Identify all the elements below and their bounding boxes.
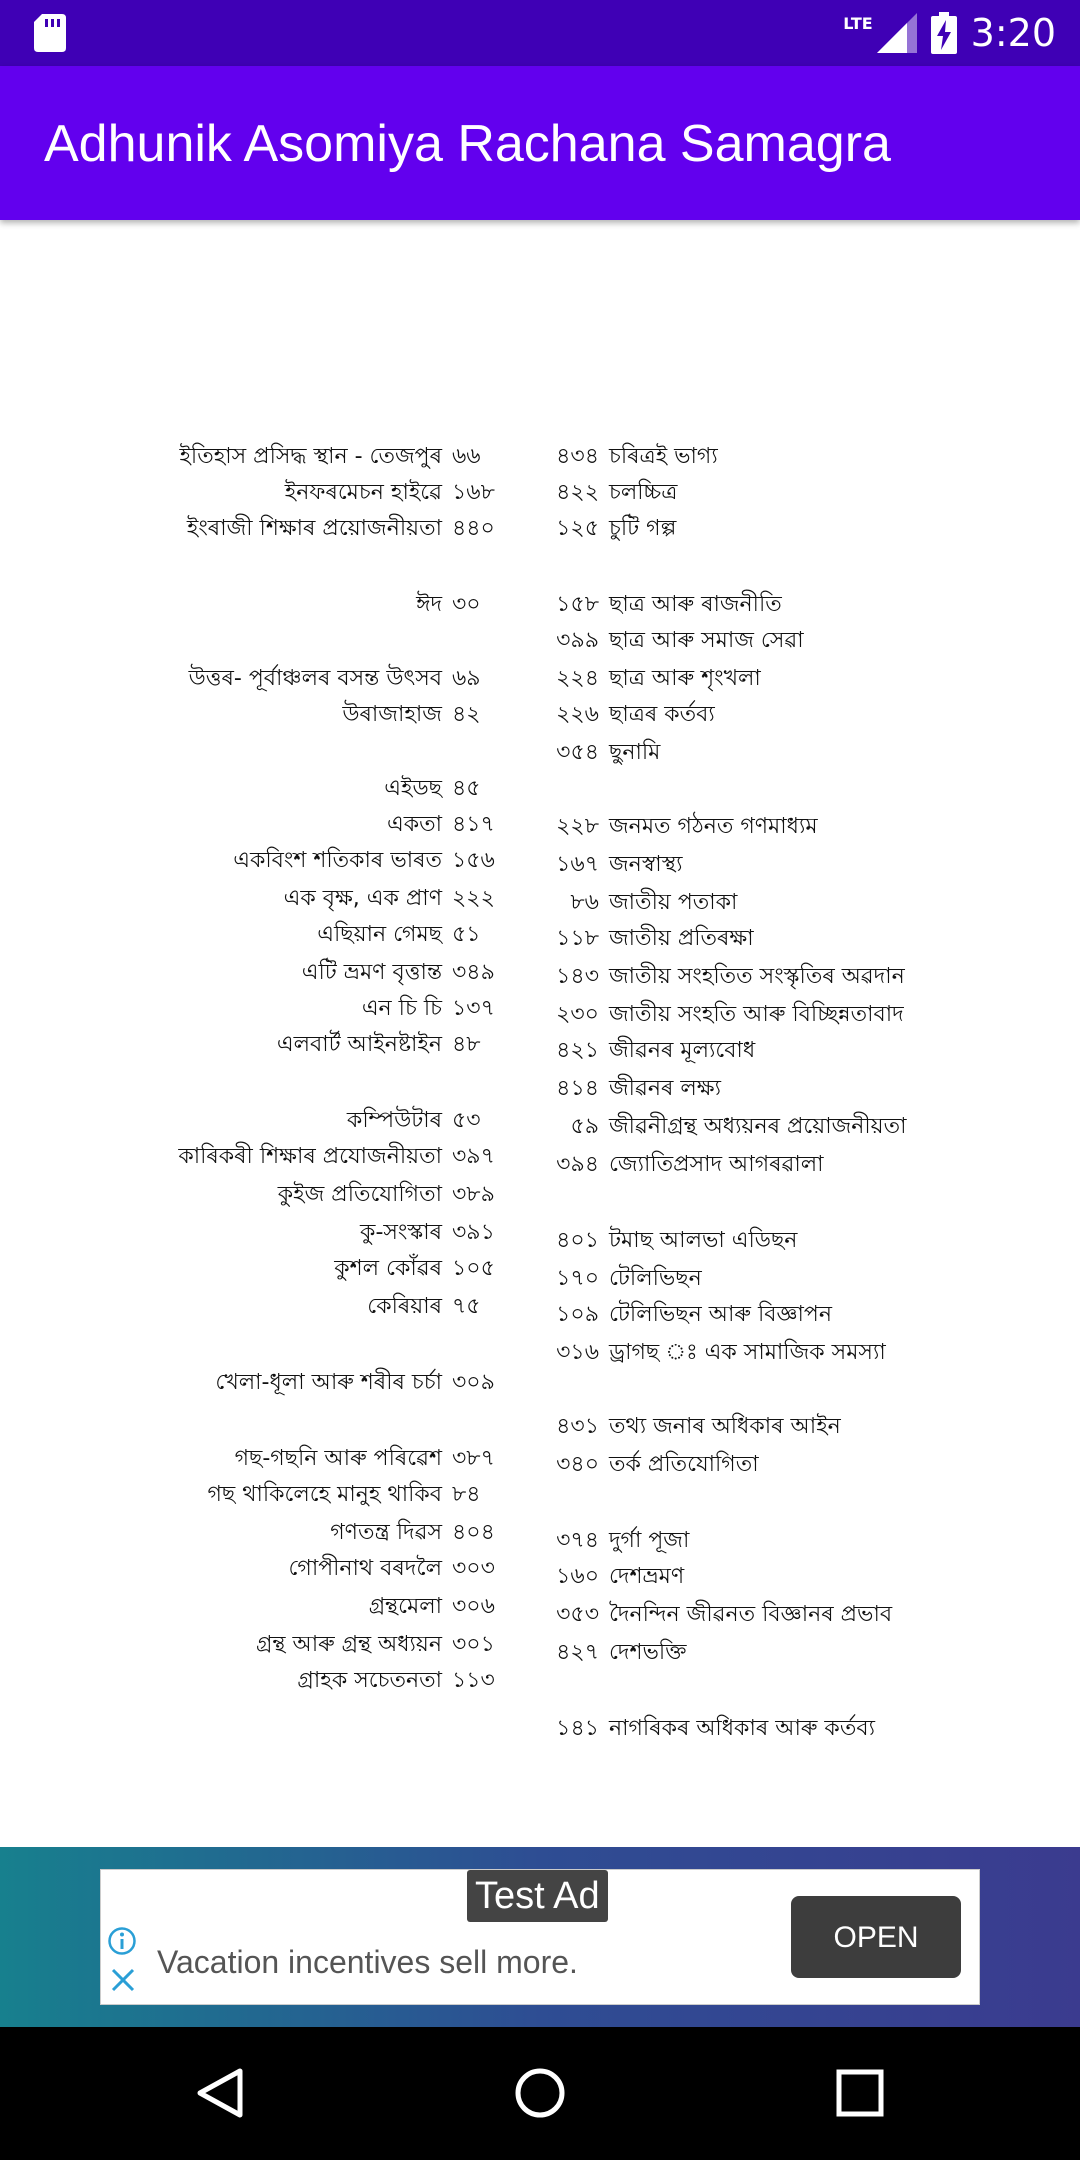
ad-banner-area bbox=[0, 1847, 1080, 2027]
index-entry bbox=[100, 1440, 510, 1478]
index-entry bbox=[100, 1102, 510, 1140]
index-entry-page: ৪৫ bbox=[452, 776, 481, 801]
index-entry bbox=[100, 1364, 510, 1402]
index-entry-page: ৮৪ bbox=[452, 1482, 481, 1507]
index-entry-title: টেলিভিছন আৰু বিজ্ঞাপন bbox=[609, 1302, 833, 1327]
index-entry-title: গণতন্ত্ৰ দিৱস bbox=[330, 1520, 442, 1545]
index-entry bbox=[100, 880, 510, 918]
index-entry-page: ২৩০ bbox=[556, 1002, 599, 1027]
index-entry bbox=[545, 1558, 985, 1596]
index-entry bbox=[545, 996, 985, 1034]
index-entry bbox=[545, 474, 985, 512]
signal-icon bbox=[877, 13, 917, 53]
index-entry-title: নাগৰিকৰ অধিকাৰ আৰু কৰ্তব্য bbox=[609, 1716, 875, 1741]
index-entry-title: চৰিত্ৰই ভাগ্য bbox=[609, 444, 718, 469]
index-entry bbox=[545, 1032, 985, 1070]
index-entry-title: জ্যোতিপ্ৰসাদ আগৰৱালা bbox=[609, 1152, 824, 1177]
index-entry-title: কুশল কোঁৱৰ bbox=[334, 1256, 442, 1281]
index-entry-page: ৩৯৭ bbox=[452, 1144, 495, 1169]
index-entry-title: কেৰিয়াৰ bbox=[367, 1294, 442, 1319]
index-entry bbox=[100, 1176, 510, 1214]
index-entry-title: গ্ৰন্থমেলা bbox=[368, 1594, 442, 1619]
index-entry bbox=[545, 510, 985, 548]
ad-open-button[interactable]: OPEN bbox=[791, 1896, 961, 1978]
index-entry bbox=[100, 1026, 510, 1064]
index-entry-title: জাতীয় পতাকা bbox=[609, 890, 738, 915]
index-entry bbox=[545, 1222, 985, 1260]
index-entry-page: ৩০১ bbox=[452, 1632, 495, 1657]
index-entry bbox=[545, 1522, 985, 1560]
index-entry-page: ৩৮৭ bbox=[452, 1446, 495, 1471]
index-entry-title: কাৰিকৰী শিক্ষাৰ প্ৰযোজনীয়তা bbox=[178, 1144, 442, 1169]
index-entry-page: ৪০৪ bbox=[452, 1520, 495, 1545]
index-entry-page: ৪২১ bbox=[556, 1038, 599, 1063]
index-entry bbox=[545, 884, 985, 922]
index-entry-title: জীৱনীগ্ৰন্থ অধ্যয়নৰ প্ৰয়োজনীয়তা bbox=[609, 1114, 907, 1139]
index-entry-page: ৫৯ bbox=[570, 1114, 599, 1139]
index-entry-title: গ্ৰন্থ আৰু গ্ৰন্থ অধ্যয়ন bbox=[256, 1632, 442, 1657]
index-entry-page: ৩৫৩ bbox=[556, 1602, 599, 1627]
index-entry bbox=[100, 1250, 510, 1288]
index-entry-page: ১৫৬ bbox=[452, 848, 495, 873]
index-entry-page: ১৬৭ bbox=[556, 852, 599, 877]
index-entry-page: ১৪১ bbox=[556, 1716, 599, 1741]
index-entry-title: গ্ৰাহক সচেতনতা bbox=[297, 1668, 442, 1693]
index-entry-title: গছ থাকিলেহে মানুহ থাকিব bbox=[207, 1482, 442, 1507]
index-entry-title: গোপীনাথ বৰদলৈ bbox=[288, 1556, 442, 1581]
index-entry bbox=[545, 1634, 985, 1672]
index-entry bbox=[100, 1138, 510, 1176]
index-entry bbox=[100, 1662, 510, 1700]
index-entry bbox=[545, 1408, 985, 1446]
index-entry-page: ৪৪০ bbox=[452, 516, 495, 541]
index-entry-title: ইনফৰমেচন হাইৱে bbox=[284, 480, 442, 505]
index-entry bbox=[100, 954, 510, 992]
index-entry-title: কুইজ প্ৰতিযোগিতা bbox=[277, 1182, 442, 1207]
index-entry bbox=[545, 1108, 985, 1146]
index-entry-page: ২২২ bbox=[452, 886, 495, 911]
index-entry-title: এক বৃক্ষ, এক প্ৰাণ bbox=[283, 886, 442, 911]
ad-text: Vacation incentives sell more. bbox=[157, 1944, 578, 1980]
clock: 3:20 bbox=[970, 11, 1056, 55]
index-entry bbox=[545, 1260, 985, 1298]
network-type-label: LTE bbox=[843, 13, 873, 33]
index-entry-page: ৪০১ bbox=[556, 1228, 599, 1253]
index-entry bbox=[545, 586, 985, 624]
index-entry-title: দুৰ্গা পূজা bbox=[609, 1528, 690, 1553]
index-entry-title: জাতীয় প্ৰতিৰক্ষা bbox=[609, 926, 754, 951]
index-entry-title: জীৱনৰ লক্ষ্য bbox=[609, 1076, 721, 1101]
index-entry-page: ১৬৮ bbox=[452, 480, 495, 505]
index-entry-title: কু-সংস্কাৰ bbox=[360, 1220, 442, 1245]
index-entry bbox=[100, 510, 510, 548]
index-entry-page: ৪২২ bbox=[556, 480, 599, 505]
index-entry-page: ৪১৪ bbox=[556, 1076, 599, 1101]
index-entry-page: ৩৫৪ bbox=[556, 740, 599, 765]
home-icon[interactable] bbox=[510, 2063, 570, 2123]
index-page bbox=[0, 220, 1080, 1847]
index-entry bbox=[545, 622, 985, 660]
index-entry bbox=[100, 1476, 510, 1514]
index-entry-page: ৩৭৪ bbox=[556, 1528, 599, 1553]
sd-card-icon bbox=[34, 14, 66, 52]
index-entry-title: ঈদ bbox=[416, 592, 442, 617]
index-entry-title: খেলা-ধূলা আৰু শৰীৰ চৰ্চা bbox=[215, 1370, 442, 1395]
index-entry-page: ৫৩ bbox=[452, 1108, 481, 1133]
index-entry-page: ৪২ bbox=[452, 702, 481, 727]
index-entry bbox=[545, 660, 985, 698]
index-entry-title: কম্পিউটাৰ bbox=[346, 1108, 442, 1133]
index-entry bbox=[545, 958, 985, 996]
index-entry bbox=[545, 846, 985, 884]
index-entry bbox=[545, 1596, 985, 1634]
index-entry bbox=[545, 696, 985, 734]
index-entry-page: ২২৮ bbox=[556, 814, 599, 839]
index-entry-title: তৰ্ক প্ৰতিযোগিতা bbox=[609, 1452, 759, 1477]
index-entry-title: জীৱনৰ মূল্যবোধ bbox=[609, 1038, 756, 1063]
index-entry-page: ৪৮ bbox=[452, 1032, 481, 1057]
index-entry-page: ৩০ bbox=[452, 592, 481, 617]
index-entry-page: ৬৬ bbox=[452, 444, 481, 469]
index-entry bbox=[100, 1214, 510, 1252]
index-entry-page: ৮৬ bbox=[570, 890, 599, 915]
index-entry-title: ছাত্ৰ আৰু ৰাজনীতি bbox=[609, 592, 782, 617]
index-entry-title: উৰাজাহাজ bbox=[342, 702, 442, 727]
back-icon[interactable] bbox=[190, 2063, 250, 2123]
index-entry-title: এন চি চি bbox=[361, 996, 442, 1021]
info-icon[interactable] bbox=[107, 1926, 137, 1956]
index-entry bbox=[100, 806, 510, 844]
index-entry-title: একতা bbox=[386, 812, 442, 837]
index-entry-page: ১০৫ bbox=[452, 1256, 495, 1281]
index-entry-title: গছ-গছনি আৰু পৰিৱেশ bbox=[234, 1446, 442, 1471]
index-entry bbox=[545, 1296, 985, 1334]
index-entry-title: জাতীয় সংহতি আৰু বিচ্ছিন্নতাবাদ bbox=[609, 1002, 904, 1027]
index-entry bbox=[545, 438, 985, 476]
index-entry bbox=[545, 1446, 985, 1484]
index-entry-page: ৪৩৪ bbox=[556, 444, 599, 469]
index-entry-title: এটি ভ্ৰমণ বৃত্তান্ত bbox=[301, 960, 442, 985]
battery-charging-icon bbox=[931, 12, 957, 54]
index-entry bbox=[545, 734, 985, 772]
index-entry-title: দেশভ্ৰমণ bbox=[609, 1564, 685, 1589]
index-entry-page: ৩০৬ bbox=[452, 1594, 495, 1619]
index-entry-page: ৫১ bbox=[452, 922, 481, 947]
index-entry-page: ১২৫ bbox=[556, 516, 599, 541]
index-entry bbox=[100, 1626, 510, 1664]
index-entry-title: ছুনামি bbox=[609, 740, 661, 765]
index-entry bbox=[545, 1146, 985, 1184]
index-entry-title: তথ্য জনাৰ অধিকাৰ আইন bbox=[609, 1414, 841, 1439]
index-entry-title: এলবাৰ্ট আইনষ্টাইন bbox=[276, 1032, 442, 1057]
index-entry bbox=[100, 1288, 510, 1326]
index-entry-page: ৪৩১ bbox=[556, 1414, 599, 1439]
index-entry-title: ছাত্ৰৰ কৰ্তব্য bbox=[609, 702, 715, 727]
index-entry bbox=[100, 916, 510, 954]
index-entry-title: উত্তৰ- পূৰ্বাঞ্চলৰ বসন্ত উৎসব bbox=[188, 666, 442, 691]
index-entry bbox=[100, 696, 510, 734]
index-entry-page: ৩৮৯ bbox=[452, 1182, 495, 1207]
index-entry-page: ৩৪০ bbox=[556, 1452, 599, 1477]
index-entry-page: ৩৪৯ bbox=[452, 960, 495, 985]
index-entry-title: ইংৰাজী শিক্ষাৰ প্ৰয়োজনীয়তা bbox=[186, 516, 442, 541]
index-entry bbox=[545, 1334, 985, 1372]
index-entry bbox=[100, 660, 510, 698]
index-entry-page: ৩৯৪ bbox=[556, 1152, 599, 1177]
index-entry-title: ড্ৰাগছ ঃ এক সামাজিক সমস্যা bbox=[609, 1340, 886, 1365]
index-entry-title: ছাত্ৰ আৰু শৃংখলা bbox=[609, 666, 761, 691]
index-entry-title: একবিংশ শতিকাৰ ভাৰত bbox=[233, 848, 442, 873]
index-entry-title: ইতিহাস প্ৰসিদ্ধ স্থান - তেজপুৰ bbox=[179, 444, 442, 469]
index-entry-page: ৩৯১ bbox=[452, 1220, 495, 1245]
close-icon[interactable] bbox=[109, 1966, 137, 1994]
index-entry-page: ১১৩ bbox=[452, 1668, 495, 1693]
index-entry-title: জনমত গঠনত গণমাধ্যম bbox=[609, 814, 818, 839]
app-bar bbox=[0, 66, 1080, 220]
index-entry bbox=[100, 1514, 510, 1552]
index-entry-page: ৪১৭ bbox=[452, 812, 495, 837]
index-entry-title: জাতীয় সংহতিত সংস্কৃতিৰ অৱদান bbox=[609, 964, 905, 989]
index-entry bbox=[100, 1550, 510, 1588]
index-entry-page: ১৫৮ bbox=[556, 592, 599, 617]
status-bar bbox=[0, 0, 1080, 66]
index-entry-title: দৈনন্দিন জীৱনত বিজ্ঞানৰ প্ৰভাব bbox=[609, 1602, 893, 1627]
navigation-bar bbox=[0, 2027, 1080, 2160]
index-entry-page: ২২৪ bbox=[556, 666, 599, 691]
index-entry bbox=[545, 1710, 985, 1748]
index-entry bbox=[100, 770, 510, 808]
index-entry-page: ৪২৭ bbox=[556, 1640, 599, 1665]
index-entry-page: ৩১৬ bbox=[556, 1340, 599, 1365]
index-entry bbox=[545, 808, 985, 846]
index-entry bbox=[100, 842, 510, 880]
index-entry-page: ২২৬ bbox=[556, 702, 599, 727]
recents-icon[interactable] bbox=[830, 2063, 890, 2123]
index-entry-title: এইডছ bbox=[384, 776, 442, 801]
index-entry-title: টমাছ আলভা এডিছন bbox=[609, 1228, 798, 1253]
index-entry-page: ৩০৩ bbox=[452, 1556, 495, 1581]
index-entry-page: ১০৯ bbox=[556, 1302, 599, 1327]
index-entry-page: ৩০৯ bbox=[452, 1370, 495, 1395]
index-entry-title: চলচ্চিত্ৰ bbox=[609, 480, 678, 505]
index-entry-title: ছাত্ৰ আৰু সমাজ সেৱা bbox=[609, 628, 804, 653]
index-entry-title: টেলিভিছন bbox=[609, 1266, 702, 1291]
index-entry bbox=[100, 474, 510, 512]
index-entry-title: জনস্বাস্থ্য bbox=[609, 852, 683, 877]
index-entry-page: ১৪৩ bbox=[556, 964, 599, 989]
index-entry-page: ১৬০ bbox=[556, 1564, 599, 1589]
index-entry-page: ১১৮ bbox=[556, 926, 599, 951]
index-entry-page: ৭৫ bbox=[452, 1294, 481, 1319]
index-entry-title: দেশভক্তি bbox=[609, 1640, 687, 1665]
app-title: Adhunik Asomiya Rachana Samagra bbox=[44, 115, 891, 173]
index-entry-page: ১৭০ bbox=[556, 1266, 599, 1291]
index-entry bbox=[100, 1588, 510, 1626]
index-entry bbox=[100, 438, 510, 476]
index-entry-page: ৬৯ bbox=[452, 666, 481, 691]
index-entry bbox=[545, 920, 985, 958]
index-entry-page: ৩৯৯ bbox=[556, 628, 599, 653]
index-entry bbox=[545, 1070, 985, 1108]
index-entry-page: ১৩৭ bbox=[452, 996, 495, 1021]
ad-banner[interactable] bbox=[100, 1869, 980, 2005]
index-entry-title: এছিয়ান গেমছ bbox=[317, 922, 442, 947]
index-entry bbox=[100, 990, 510, 1028]
index-entry-title: চুটি গল্প bbox=[609, 516, 677, 541]
test-ad-badge: Test Ad bbox=[467, 1870, 608, 1922]
index-entry bbox=[100, 586, 510, 624]
